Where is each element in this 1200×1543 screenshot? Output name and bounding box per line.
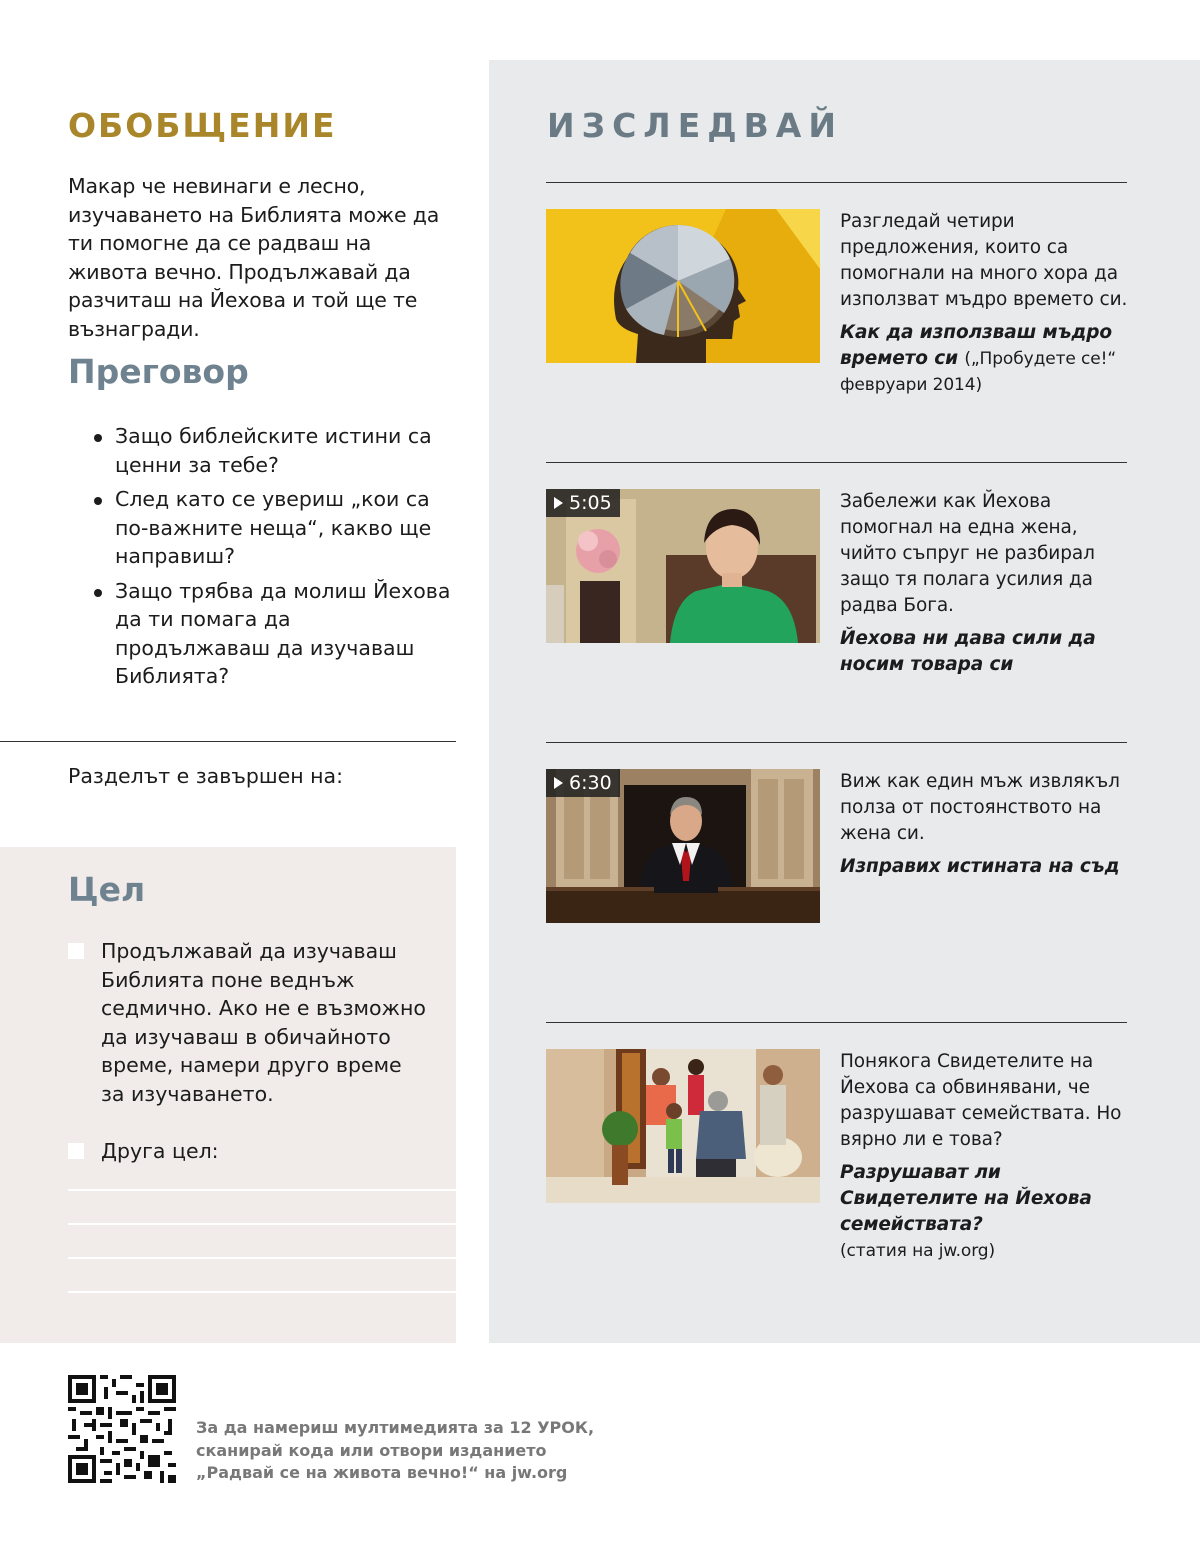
explore-item-title[interactable]: Разрушават ли Свидетелите на Йехова семействата? (840, 1162, 1092, 1235)
write-line[interactable] (68, 1189, 456, 1191)
video-duration: 6:30 (569, 772, 612, 794)
family-greeting-photo (546, 1049, 820, 1203)
explore-item-text (840, 489, 1130, 678)
goal-item-other (68, 1137, 428, 1166)
article-thumbnail[interactable] (546, 209, 820, 363)
video-thumbnail[interactable] (546, 489, 820, 643)
goal-item-text: Друга цел: (101, 1139, 219, 1163)
qr-code[interactable] (68, 1375, 176, 1483)
review-question: Защо трябва да молиш Йехова да ти помага да продължаваш да изучаваш Библията? (92, 577, 452, 691)
divider (546, 1022, 1127, 1023)
review-question: След като се увериш „кои са по-важните неща“, какво ще направиш? (92, 485, 452, 571)
play-icon (554, 777, 563, 789)
divider (546, 742, 1127, 743)
head-clock-illustration (546, 209, 820, 363)
goal-checkbox[interactable] (68, 943, 84, 959)
footer-line: „Радвай се на живота вечно!“ на jw.org (196, 1463, 568, 1482)
explore-item-text (840, 1049, 1130, 1264)
explore-item-note: (статия на jw.org) (840, 1241, 996, 1261)
divider (546, 182, 1127, 183)
review-heading: Преговор (68, 352, 249, 391)
summary-heading: ОБОБЩЕНИЕ (68, 106, 337, 145)
review-list (92, 422, 452, 697)
explore-item-description: Разгледай четири предложения, които са помогнали на много хора да използват мъдро времето си. (840, 211, 1128, 310)
article-thumbnail[interactable] (546, 1049, 820, 1203)
explore-item-title[interactable]: Изправих истината на съд (840, 856, 1120, 877)
divider (0, 741, 456, 742)
summary-text: Макар че невинаги е лесно, изучаването на Библията може да ти помогне да се радваш на живота вечно. Продължавай да разчиташ на Йехова и той ще те възнагради. (68, 174, 440, 341)
write-line[interactable] (68, 1291, 456, 1293)
explore-heading: ИЗСЛЕДВАЙ (547, 106, 843, 145)
explore-item-note: („Пробудете се!“ февруари 2014) (840, 349, 1117, 395)
explore-item-link[interactable] (840, 320, 1130, 398)
explore-item-title[interactable]: Как да използваш мъдро времето си (840, 322, 1112, 369)
footer-text (196, 1417, 594, 1485)
footer-line: сканирай кода или отвори изданието (196, 1440, 547, 1460)
video-duration: 5:05 (569, 492, 612, 514)
explore-item-title[interactable]: Йехова ни дава сили да носим товара си (840, 628, 1096, 675)
video-duration-badge (546, 769, 620, 797)
goal-item (68, 937, 428, 1108)
explore-item-text (840, 769, 1130, 880)
explore-item-description: Виж как един мъж извлякъл полза от постоянството на жена си. (840, 771, 1120, 844)
divider (546, 462, 1127, 463)
video-duration-badge (546, 489, 620, 517)
explore-item-description: Забележи как Йехова помогнал на една жена, чийто съпруг не разбирал защо тя полага усилия да радва Бога. (840, 491, 1095, 616)
goal-heading: Цел (68, 870, 146, 909)
play-icon (554, 497, 563, 509)
review-question: Защо библейските истини са ценни за тебе? (92, 422, 452, 479)
video-thumbnail[interactable] (546, 769, 820, 923)
goal-item-text: Продължавай да изучаваш Библията поне веднъж седмично. Ако не е възможно да изучаваш в обичайното време, намери друго време за изучаването. (101, 939, 426, 1106)
write-line[interactable] (68, 1257, 456, 1259)
footer-line: За да намериш мултимедията за 12 УРОК, (196, 1418, 595, 1437)
explore-item-text (840, 209, 1130, 398)
goal-checkbox[interactable] (68, 1143, 84, 1159)
write-line[interactable] (68, 1223, 456, 1225)
completed-label: Разделът е завършен на: (68, 764, 343, 788)
explore-item-description: Понякога Свидетелите на Йехова са обвинявани, че разрушават семействата. Но вярно ли е това? (840, 1051, 1122, 1150)
